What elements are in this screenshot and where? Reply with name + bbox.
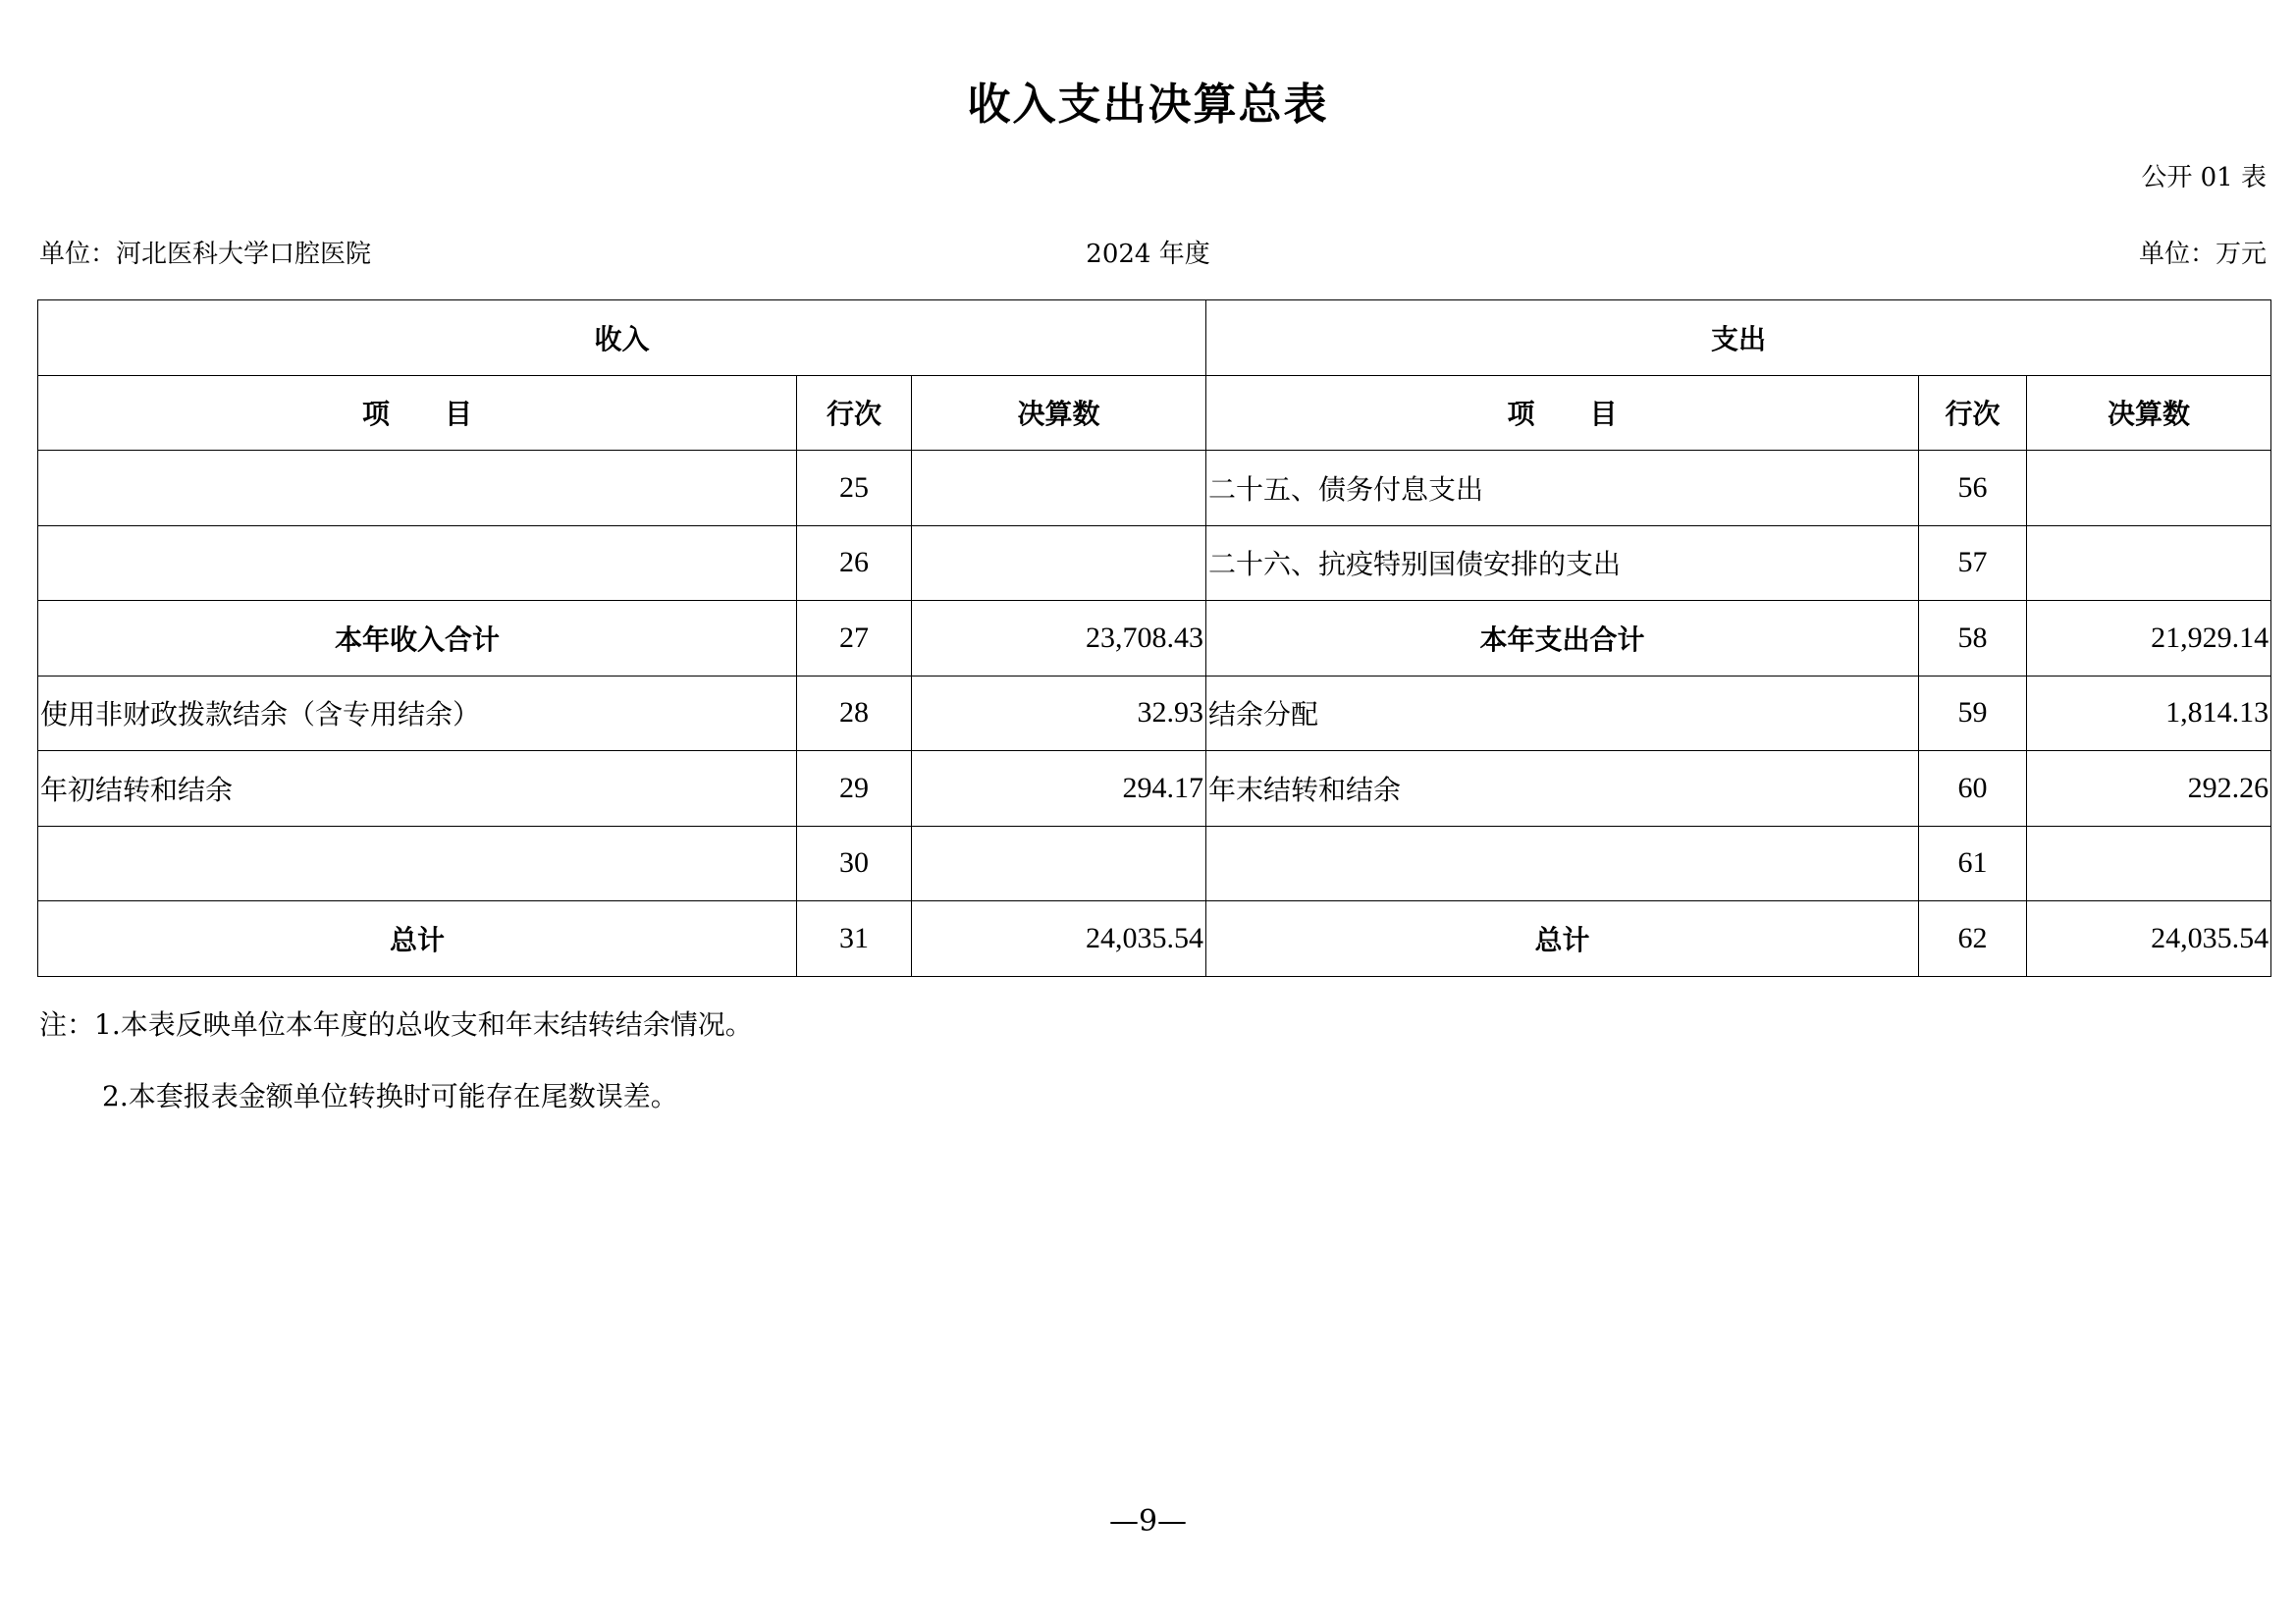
- income-line: 28: [797, 676, 912, 751]
- income-item-header: 项 目: [38, 375, 797, 451]
- expense-amount: [2027, 451, 2271, 526]
- income-amount: 32.93: [912, 676, 1206, 751]
- table-row: [38, 451, 2271, 526]
- income-item: 年初结转和结余: [38, 751, 797, 827]
- expense-line: 56: [1919, 451, 2027, 526]
- income-amount: 294.17: [912, 751, 1206, 827]
- income-expense-table: [37, 299, 2271, 977]
- expense-amount: 24,035.54: [2027, 901, 2271, 977]
- table-row-total: [38, 901, 2271, 977]
- page-number: —9—: [1108, 1504, 1188, 1539]
- income-line-header: 行次: [797, 375, 912, 451]
- expense-amount: 1,814.13: [2027, 676, 2271, 751]
- income-item: 使用非财政拨款结余（含专用结余）: [38, 676, 797, 751]
- income-line: 29: [797, 751, 912, 827]
- income-item: [38, 525, 797, 601]
- income-line: 26: [797, 525, 912, 601]
- income-section-header: 收入: [38, 300, 1206, 376]
- expense-line: 61: [1919, 826, 2027, 901]
- expense-amount: 21,929.14: [2027, 601, 2271, 677]
- expense-item: 二十五、债务付息支出: [1206, 451, 1919, 526]
- table-row-subtotal: [38, 601, 2271, 677]
- table-row: [38, 525, 2271, 601]
- expense-item: 结余分配: [1206, 676, 1919, 751]
- table-row: [38, 826, 2271, 901]
- expense-line-header: 行次: [1919, 375, 2027, 451]
- footnote: 注：1.本表反映单位本年度的总收支和年末结转结余情况。: [39, 1008, 753, 1041]
- income-item: 总计: [38, 901, 797, 977]
- expense-line: 60: [1919, 751, 2027, 827]
- expense-item-header: 项 目: [1206, 375, 1919, 451]
- expense-line: 57: [1919, 525, 2027, 601]
- expense-line: 59: [1919, 676, 2027, 751]
- expense-section-header: 支出: [1206, 300, 2271, 376]
- table-row: [38, 676, 2271, 751]
- income-amount-header: 决算数: [912, 375, 1206, 451]
- income-item: 本年收入合计: [38, 601, 797, 677]
- page-title: 收入支出决算总表: [967, 80, 1329, 130]
- reporting-unit: 单位：河北医科大学口腔医院: [39, 240, 372, 269]
- income-item: [38, 451, 797, 526]
- income-amount: [912, 826, 1206, 901]
- expense-amount: [2027, 826, 2271, 901]
- income-line: 31: [797, 901, 912, 977]
- income-amount: [912, 525, 1206, 601]
- section-header-row: [38, 300, 2271, 376]
- footnote: 2.本套报表金额单位转换时可能存在尾数误差。: [102, 1080, 678, 1112]
- income-amount: 24,035.54: [912, 901, 1206, 977]
- expense-amount: 292.26: [2027, 751, 2271, 827]
- form-code: 公开 01 表: [2141, 163, 2267, 192]
- column-header-row: [38, 375, 2271, 451]
- income-line: 30: [797, 826, 912, 901]
- expense-line: 62: [1919, 901, 2027, 977]
- expense-amount-header: 决算数: [2027, 375, 2271, 451]
- money-unit: 单位：万元: [2138, 240, 2267, 269]
- income-line: 25: [797, 451, 912, 526]
- expense-amount: [2027, 525, 2271, 601]
- table-row: [38, 751, 2271, 827]
- expense-item: 本年支出合计: [1206, 601, 1919, 677]
- income-amount: [912, 451, 1206, 526]
- expense-item: 年末结转和结余: [1206, 751, 1919, 827]
- expense-item: [1206, 826, 1919, 901]
- fiscal-year: 2024 年度: [1086, 240, 1210, 269]
- income-item: [38, 826, 797, 901]
- expense-item: 二十六、抗疫特别国债安排的支出: [1206, 525, 1919, 601]
- income-amount: 23,708.43: [912, 601, 1206, 677]
- expense-line: 58: [1919, 601, 2027, 677]
- expense-item: 总计: [1206, 901, 1919, 977]
- income-line: 27: [797, 601, 912, 677]
